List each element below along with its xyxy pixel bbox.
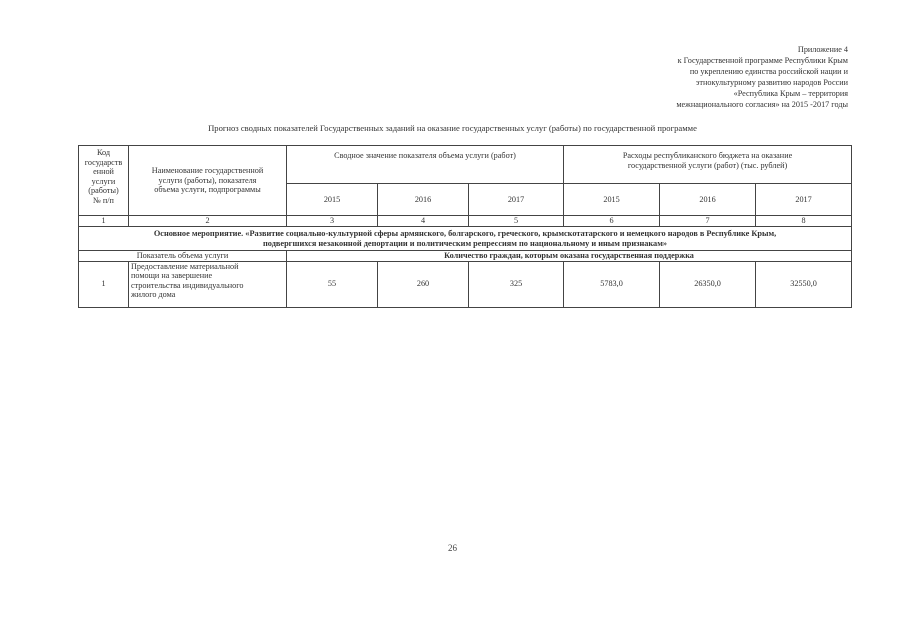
column-number: 7	[660, 216, 756, 227]
column-number: 5	[469, 216, 564, 227]
column-number: 8	[756, 216, 852, 227]
header-code-line: енной	[93, 167, 114, 176]
header-year: 2016	[660, 184, 756, 216]
appendix-line: межнационального согласия» на 2015 -2017 годы	[676, 100, 848, 109]
table-row	[79, 261, 852, 307]
value-cell: 260	[378, 261, 469, 307]
appendix-line: по укреплению единства российской нации и	[689, 67, 848, 76]
header-name	[129, 146, 287, 216]
event-line-1	[81, 229, 849, 239]
indicator-label: Показатель объема услуги	[79, 251, 287, 262]
column-number-row	[79, 216, 852, 227]
header-volume-group: Сводное значение показателя объема услуги (работ)	[287, 146, 564, 184]
service-name-line: Предоставление материальной	[131, 261, 239, 271]
row-number: 1	[79, 261, 129, 307]
value-cell: 325	[469, 261, 564, 307]
header-code-line: государств	[84, 157, 123, 167]
event-label: Основное мероприятие.	[153, 229, 244, 238]
header-code	[79, 146, 129, 216]
appendix-line: «Республика Крым – территория	[733, 89, 848, 98]
column-number: 6	[564, 216, 660, 227]
header-code-line: услуги	[91, 176, 116, 186]
value-cell: 32550,0	[756, 261, 852, 307]
header-year: 2015	[287, 184, 378, 216]
appendix-block	[548, 44, 848, 110]
header-name-line: Наименование государственной	[151, 166, 264, 176]
service-name-line: помощи на завершение	[131, 271, 213, 280]
header-year: 2017	[469, 184, 564, 216]
event-text: «Развитие социально-культурной сферы армянского, болгарского, греческого, крымскотатарского и немецкого народов в Республике Крым,	[245, 229, 777, 238]
header-year: 2015	[564, 184, 660, 216]
header-year: 2017	[756, 184, 852, 216]
event-row	[79, 227, 852, 251]
header-code-line: № п/п	[93, 195, 114, 205]
header-code-line: Код	[96, 148, 111, 157]
indicator-row	[79, 251, 852, 262]
event-cell	[79, 227, 852, 251]
header-budget-group	[564, 146, 852, 184]
header-year: 2016	[378, 184, 469, 216]
header-budget-line: государственной услуги (работ) (тыс. рублей)	[627, 160, 788, 170]
document-title: Прогноз сводных показателей Государственных заданий на оказание государственных услуг (работы) по государственной программе	[208, 123, 697, 133]
page-number: 26	[448, 543, 457, 553]
header-budget-line: Расходы республиканского бюджета на оказание	[622, 151, 793, 160]
header-name-line: объема услуги, подпрограммы	[154, 185, 261, 195]
service-name	[129, 261, 287, 307]
column-number: 3	[287, 216, 378, 227]
service-name-line: жилого дома	[131, 290, 176, 299]
value-cell: 5783,0	[564, 261, 660, 307]
value-cell: 55	[287, 261, 378, 307]
indicator-value: Количество граждан, которым оказана государственная поддержка	[287, 251, 852, 262]
column-number: 1	[79, 216, 129, 227]
service-name-line: строительства индивидуального	[131, 280, 244, 290]
forecast-table	[78, 145, 852, 308]
column-number: 2	[129, 216, 287, 227]
event-line-2: подвергшихся незаконной депортации и политическим репрессиям по национальному и иным признакам»	[263, 238, 667, 248]
appendix-line: этнокультурному развитию народов России	[695, 78, 848, 87]
header-code-line: (работы)	[88, 186, 119, 195]
appendix-line: к Государственной программе Республики Крым	[677, 56, 848, 65]
appendix-line: Приложение 4	[797, 45, 848, 54]
header-name-line: услуги (работы), показателя	[158, 175, 257, 185]
value-cell: 26350,0	[660, 261, 756, 307]
column-number: 4	[378, 216, 469, 227]
